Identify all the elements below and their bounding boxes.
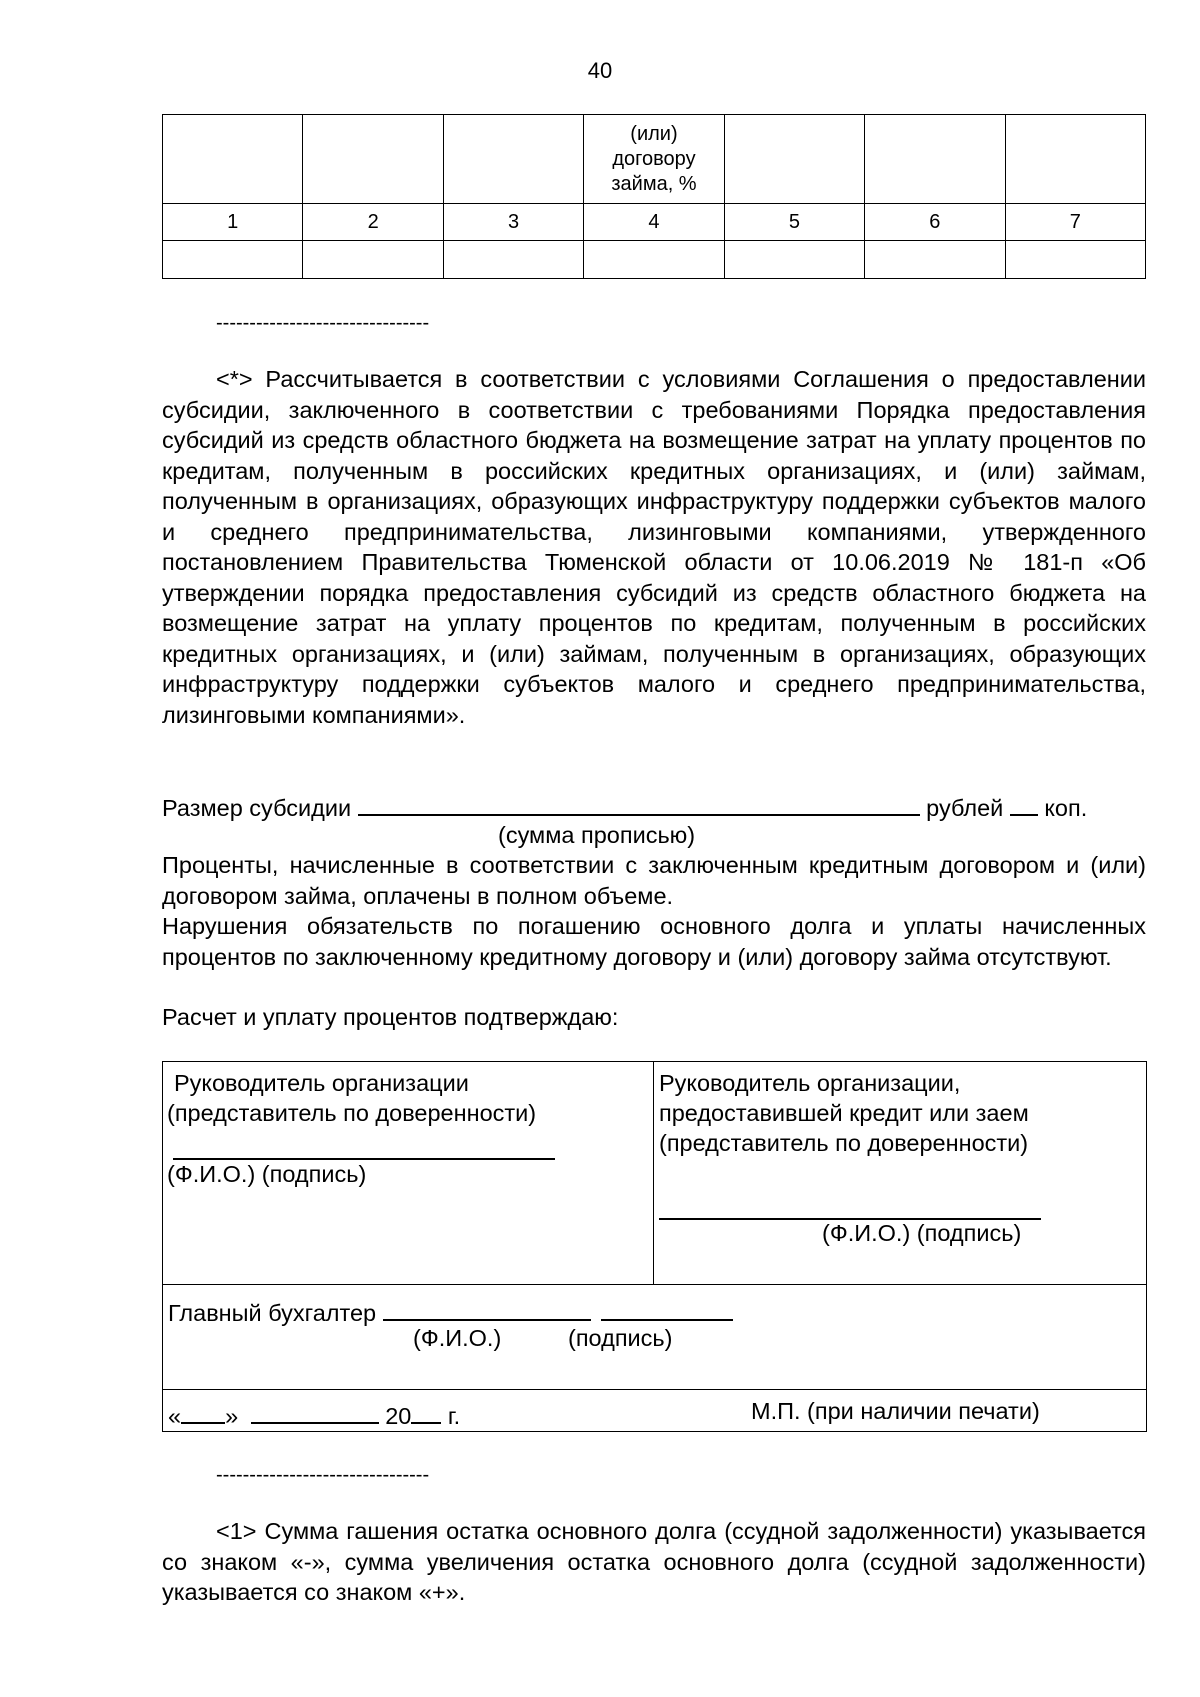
confirm-statement: Расчет и уплату процентов подтверждаю: [162, 1004, 619, 1030]
borrower-signature-caption: (Ф.И.О.) (подпись) [167, 1161, 367, 1187]
subsidy-amount-field[interactable] [358, 790, 920, 816]
date-stamp-cell [163, 1390, 1147, 1432]
footnote-1-text: <1> Сумма гашения остатка основного долга (ссудной задолженности) указывается со знаком «-», сумма увеличения остатка основного долга (ссудной задолженности) указывается со знаком «+». [162, 1518, 1146, 1605]
signature-row-accountant [163, 1285, 1147, 1390]
interest-paid-statement: Проценты, начисленные в соответствии с заключенным кредитным договором и (или) договором займа, оплачены в полном объеме. [162, 852, 1146, 909]
accountant-label: Главный бухгалтер [168, 1300, 377, 1326]
accountant-sign-caption: (подпись) [568, 1325, 673, 1351]
table-cell [163, 115, 303, 204]
subsidy-size-line [162, 790, 1152, 823]
date-close-quote: » [225, 1403, 239, 1429]
column-number: 3 [443, 204, 583, 241]
accountant-cell [163, 1285, 1147, 1390]
signature-row-date [163, 1390, 1147, 1432]
lender-signature-caption: (Ф.И.О.) (подпись) [822, 1220, 1022, 1246]
column-number: 2 [303, 204, 443, 241]
amount-in-words-caption: (сумма прописью) [498, 822, 696, 848]
date-line [168, 1398, 460, 1430]
subsidy-kop-label: коп. [1044, 795, 1088, 821]
table-cell [443, 115, 583, 204]
borrower-head-cell [163, 1062, 654, 1285]
date-open-quote: « [168, 1403, 182, 1429]
column-number: 5 [724, 204, 864, 241]
no-violations-statement: Нарушения обязательств по погашению основного долга и уплаты начисленных процентов по заключенному кредитному договору и (или) договору займа отсутствуют. [162, 913, 1146, 970]
header-line: договору [612, 147, 696, 170]
table-cell [724, 115, 864, 204]
table-header-row [163, 115, 1146, 204]
date-year-field[interactable] [411, 1398, 441, 1424]
page-number: 40 [587, 58, 613, 83]
date-month-field[interactable] [251, 1398, 379, 1424]
lender-head-title-proxy: (представитель по доверенности) [659, 1130, 1029, 1156]
table-cell [303, 115, 443, 204]
table-cell [865, 115, 1005, 204]
table-cell [584, 241, 724, 279]
column-number: 1 [163, 204, 303, 241]
footnote-separator-2: -------------------------------- [216, 1464, 430, 1486]
lender-head-title-line2: предоставившей кредит или заем [659, 1100, 1029, 1126]
footnote-separator: -------------------------------- [216, 312, 430, 334]
table-cell [1005, 241, 1145, 279]
column-number: 4 [584, 204, 724, 241]
date-year-suffix: г. [447, 1403, 461, 1429]
empty-data-row [163, 241, 1146, 279]
subsidy-kop-field[interactable] [1010, 790, 1038, 816]
subsidy-label: Размер субсидии [162, 795, 352, 821]
footnote-star-text: <*> Рассчитывается в соответствии с условиями Соглашения о предоставлении субсидии, заключенного в соответствии с требованиями Порядка предоставления субсидий из средств областного бюджета на возмещение затрат на уплату процентов по кредитам, полученным в российских кредитных организациях, и (или) займам, полученным в организациях, образующих инфраструктуру поддержки субъектов малого и среднего предпринимательства, лизинговыми компаниями, утвержденного постановлением Правительства Тюменской области от 10.06.2019 № 181-п «Об утверждении порядка предоставления субсидий из средств областного бюджета на возмещение затрат на уплату процентов по кредитам, полученным в российских кредитных организациях, и (или) займам, полученным в организациях, образующих инфраструктуру поддержки субъектов малого и среднего предпринимательства, лизинговыми компаниями». [162, 366, 1146, 728]
table-cell [865, 241, 1005, 279]
table-cell [163, 241, 303, 279]
column-number: 6 [865, 204, 1005, 241]
table-cell [303, 241, 443, 279]
subsidy-rub-label: рублей [926, 795, 1004, 821]
lender-head-title: Руководитель организации, [659, 1070, 961, 1096]
borrower-signature-line[interactable] [173, 1158, 555, 1160]
table-header-cell-rate [584, 115, 724, 204]
calculation-table-fragment [162, 114, 1146, 279]
table-cell [1005, 115, 1145, 204]
borrower-head-title-proxy: (представитель по доверенности) [167, 1100, 537, 1126]
table-cell [443, 241, 583, 279]
date-year-prefix: 20 [385, 1403, 412, 1429]
column-number: 7 [1005, 204, 1145, 241]
table-cell [724, 241, 864, 279]
borrower-head-title: Руководитель организации [174, 1070, 469, 1096]
signature-row-heads [163, 1062, 1147, 1285]
header-line: (или) [630, 122, 678, 145]
header-line: займа, % [611, 172, 697, 195]
column-number-row [163, 204, 1146, 241]
signature-table [162, 1061, 1147, 1432]
accountant-sign-field[interactable] [601, 1295, 733, 1321]
lender-head-cell [654, 1062, 1147, 1285]
accountant-fio-field[interactable] [383, 1295, 591, 1321]
date-day-field[interactable] [181, 1398, 225, 1424]
stamp-label: М.П. (при наличии печати) [751, 1398, 1040, 1424]
accountant-fio-caption: (Ф.И.О.) [413, 1325, 502, 1351]
accountant-line [168, 1295, 733, 1327]
